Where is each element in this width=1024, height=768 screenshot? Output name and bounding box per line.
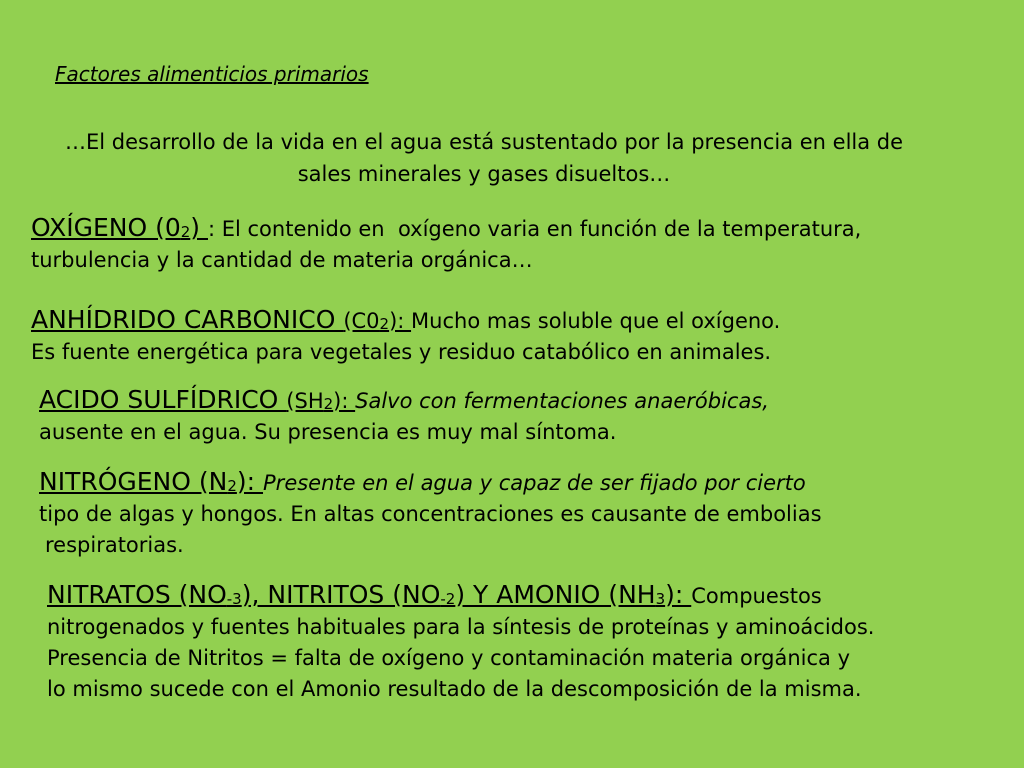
acido-line-1 [39, 384, 769, 417]
nitratos-line-4: lo mismo sucede con el Amonio resultado de la descomposición de la misma. [47, 677, 862, 701]
nitrogeno-text-1: Presente en el agua y capaz de ser fijado por cierto [263, 471, 806, 495]
acido-subscript: 2 [323, 395, 334, 413]
nitratos-line-1 [47, 579, 874, 612]
section-anhidrido [31, 304, 780, 368]
oxigeno-text-1: : El contenido en oxígeno varia en función de la temperatura, [207, 217, 862, 241]
nitratos-heading-2: ), NITRITOS (NO [241, 580, 441, 609]
nitrogeno-heading-text: NITRÓGENO (N [39, 467, 228, 496]
nitrogeno-heading-end: ): [236, 467, 264, 496]
anhidrido-formula-end: ): [389, 309, 412, 333]
anhidrido-text-1: Mucho mas soluble que el oxígeno. [411, 309, 781, 333]
nitratos-subscript-1: -3 [226, 590, 242, 608]
acido-heading-text: ACIDO SULFÍDRICO [39, 385, 287, 414]
section-nitrogeno [39, 466, 822, 561]
nitrogeno-line-2: tipo de algas y hongos. En altas concentraciones es causante de embolias [39, 502, 822, 526]
oxigeno-heading-end: ) [190, 213, 208, 242]
oxigeno-line-1 [31, 212, 861, 245]
oxigeno-line-2: turbulencia y la cantidad de materia orgánica… [31, 248, 533, 272]
nitratos-heading-1: NITRATOS (NO [47, 580, 227, 609]
acido-formula-end: ): [333, 389, 356, 413]
acido-text-1: Salvo con fermentaciones anaeróbicas, [355, 389, 769, 413]
acido-line-2: ausente en el agua. Su presencia es muy mal síntoma. [39, 420, 617, 444]
nitrogeno-heading [39, 467, 263, 496]
nitratos-subscript-2: -2 [440, 590, 456, 608]
intro-line-2: sales minerales y gases disueltos… [297, 162, 671, 186]
anhidrido-heading [31, 305, 411, 334]
intro-line-1: …El desarrollo de la vida en el agua está sustentado por la presencia en ella de [64, 130, 904, 154]
anhidrido-heading-text: ANHÍDRIDO CARBONICO [31, 305, 344, 334]
acido-formula-start: (SH [286, 389, 324, 413]
section-acido [39, 384, 769, 448]
anhidrido-line-2: Es fuente energética para vegetales y residuo catabólico en animales. [31, 340, 772, 364]
oxigeno-heading-text: OXÍGENO (0 [31, 213, 181, 242]
acido-formula [286, 389, 355, 413]
section-nitratos [47, 579, 874, 705]
nitratos-heading-4: ): [665, 580, 692, 609]
nitratos-heading-3: ) Y AMONIO (NH [455, 580, 656, 609]
nitratos-line-3: Presencia de Nitritos = falta de oxígeno y contaminación materia orgánica y [47, 646, 851, 670]
acido-heading [39, 385, 355, 414]
oxigeno-subscript: 2 [180, 223, 191, 241]
nitratos-subscript-3: 3 [655, 590, 666, 608]
anhidrido-line-1 [31, 304, 780, 337]
nitratos-line-2: nitrogenados y fuentes habituales para la síntesis de proteínas y aminoácidos. [47, 615, 875, 639]
nitratos-heading [47, 580, 691, 609]
section-oxigeno [31, 212, 861, 276]
nitrogeno-line-1 [39, 466, 822, 499]
anhidrido-subscript: 2 [379, 315, 390, 333]
anhidrido-formula-start: (C0 [343, 309, 380, 333]
slide-title: Factores alimenticios primarios [55, 62, 369, 86]
nitrogeno-line-3: respiratorias. [45, 533, 184, 557]
oxigeno-heading [31, 213, 208, 242]
nitrogeno-subscript: 2 [227, 477, 237, 495]
intro-paragraph [14, 126, 954, 190]
nitratos-text-1: Compuestos [691, 584, 822, 608]
anhidrido-formula [343, 309, 411, 333]
